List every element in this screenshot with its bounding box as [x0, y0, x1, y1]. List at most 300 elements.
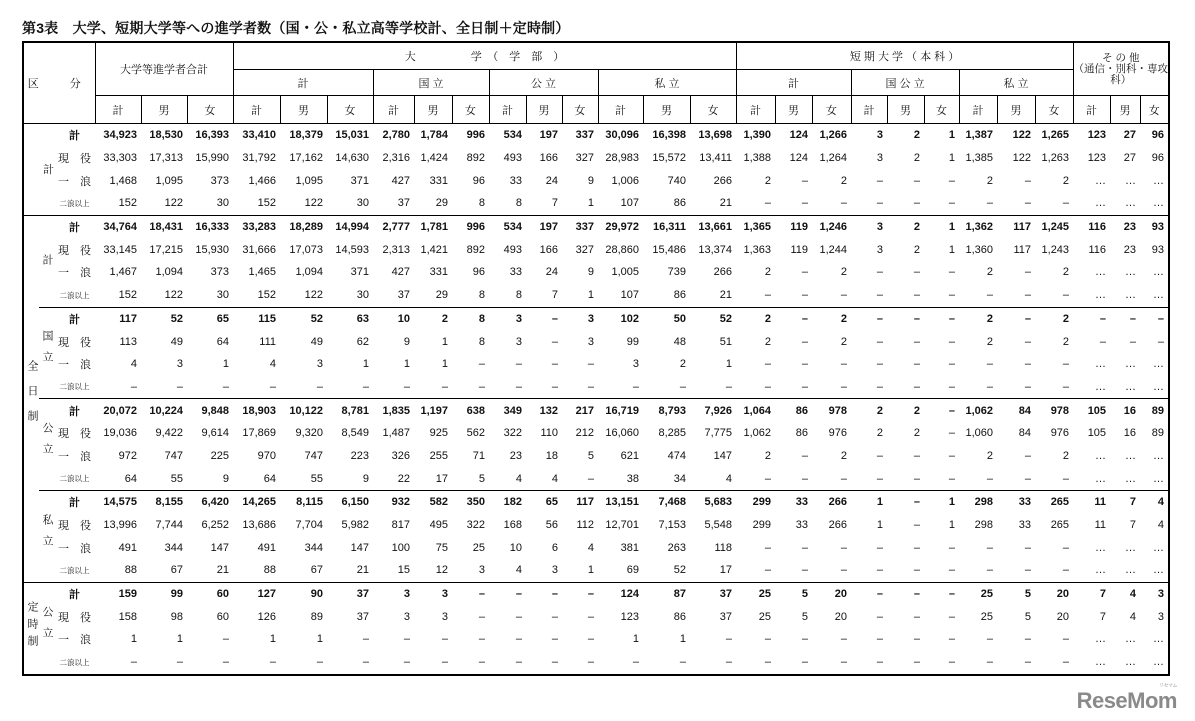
subheader-total: 計: [489, 96, 526, 124]
table-cell: 263: [667, 541, 687, 554]
table-cell: …: [1153, 656, 1165, 669]
table-cell: 55: [170, 472, 183, 485]
table-cell: 16,393: [187, 124, 233, 147]
table-cell: –: [801, 358, 809, 371]
table-cell: –: [948, 335, 956, 348]
table-cell: 117: [1013, 243, 1032, 256]
table-cell: –: [515, 358, 523, 371]
table-cell: 1: [948, 152, 956, 165]
table-cell: 349: [489, 399, 526, 422]
table-cell: 122: [164, 289, 183, 302]
table-cell: 18: [545, 449, 559, 462]
table-cell: –: [840, 358, 848, 371]
table-cell: 534: [489, 215, 526, 238]
table-cell: 1,094: [155, 266, 183, 279]
table-cell: 6: [551, 541, 559, 554]
table-cell: 62: [356, 335, 370, 348]
table-cell: –: [913, 564, 921, 577]
table-cell: 87: [643, 582, 690, 605]
table-cell: 93: [1151, 243, 1165, 256]
table-cell: 5,548: [704, 519, 733, 532]
table-cell: –: [269, 380, 277, 393]
subheader-male: 男: [414, 96, 452, 124]
table-cell: 13,996: [103, 519, 137, 532]
outer-group-label-text: 定時制: [26, 601, 38, 653]
row-label: 計: [58, 582, 95, 605]
table-cell: 2: [736, 307, 775, 330]
table-cell: 747: [304, 449, 324, 462]
table-cell: 1,062: [743, 427, 772, 440]
table-cell: …: [1095, 449, 1107, 462]
row-label: 二浪以上: [59, 290, 90, 300]
table-row: [23, 422, 1169, 445]
table-cell: 33: [1018, 519, 1032, 532]
table-cell: …: [1095, 174, 1107, 187]
table-cell: …: [1153, 289, 1165, 302]
table-cell: 15,031: [327, 124, 373, 147]
table-cell: …: [1095, 197, 1107, 210]
table-cell: 147: [210, 541, 230, 554]
table-cell: 21: [216, 564, 230, 577]
table-cell: –: [924, 582, 959, 605]
table-cell: 1: [725, 358, 733, 371]
table-cell: 1,465: [248, 266, 277, 279]
table-cell: 37: [397, 197, 411, 210]
inner-group-label-text: 計: [41, 254, 53, 266]
table-cell: 19,036: [103, 427, 137, 440]
table-cell: …: [1125, 472, 1137, 485]
table-row: [23, 353, 1169, 376]
table-cell: –: [948, 197, 956, 210]
logo-ruby: リセマム: [1159, 683, 1177, 689]
table-cell: –: [1024, 266, 1032, 279]
table-cell: 123: [1087, 152, 1107, 165]
table-cell: 119: [775, 215, 812, 238]
table-cell: …: [1125, 358, 1137, 371]
table-cell: 96: [1151, 152, 1165, 165]
table-cell: –: [1099, 335, 1107, 348]
table-cell: 38: [626, 472, 640, 485]
table-cell: 2: [840, 449, 848, 462]
table-cell: 122: [304, 289, 324, 302]
table-cell: 25: [758, 610, 772, 623]
outer-group-label: [23, 215, 39, 582]
table-cell: 37: [397, 289, 411, 302]
table-cell: –: [801, 289, 809, 302]
table-cell: –: [913, 197, 921, 210]
row-label: 現 役: [58, 336, 91, 349]
table-cell: 1: [948, 519, 956, 532]
table-cell: 7,153: [658, 519, 687, 532]
table-cell: –: [948, 472, 956, 485]
table-cell: 89: [1140, 399, 1169, 422]
table-cell: –: [801, 174, 809, 187]
table-cell: –: [1024, 656, 1032, 669]
table-cell: 978: [1035, 399, 1073, 422]
table-cell: 37: [719, 610, 733, 623]
row-label: 計: [58, 491, 95, 514]
table-cell: 122: [304, 197, 324, 210]
table-cell: 17: [435, 472, 449, 485]
table-cell: 16: [1123, 427, 1137, 440]
table-cell: –: [316, 656, 324, 669]
group-label: 計: [23, 124, 58, 216]
table-row: [23, 514, 1169, 537]
resemom-logo: [1076, 683, 1177, 714]
table-cell: –: [1062, 541, 1070, 554]
table-cell: –: [876, 472, 884, 485]
table-cell: –: [876, 197, 884, 210]
table-cell: 49: [170, 335, 183, 348]
table-cell: …: [1125, 564, 1137, 577]
table-row: [23, 284, 1169, 307]
table-cell: 3: [373, 582, 414, 605]
table-cell: …: [1095, 564, 1107, 577]
table-cell: 5: [478, 472, 486, 485]
table-row: [23, 536, 1169, 559]
table-cell: 350: [452, 491, 489, 514]
table-cell: 126: [257, 610, 277, 623]
table-cell: 11: [1073, 491, 1110, 514]
subheader-female: 女: [690, 96, 736, 124]
table-cell: 20,072: [95, 399, 141, 422]
table-row: [23, 628, 1169, 651]
subheader-female: 女: [562, 96, 598, 124]
inner-group-label: [39, 491, 58, 583]
table-cell: 28,860: [605, 243, 640, 256]
table-cell: …: [1095, 541, 1107, 554]
table-cell: –: [948, 564, 956, 577]
table-cell: …: [1153, 358, 1165, 371]
table-cell: 2: [764, 266, 772, 279]
table-cell: 1: [587, 197, 595, 210]
table-cell: 3: [851, 124, 887, 147]
table-cell: …: [1095, 633, 1107, 646]
table-cell: 18,530: [141, 124, 187, 147]
table-cell: –: [764, 633, 772, 646]
row-label: 二浪以上: [59, 657, 90, 667]
table-cell: –: [1062, 289, 1070, 302]
table-cell: 16,398: [643, 124, 690, 147]
header-junior-total: 計: [736, 70, 851, 96]
table-cell: 4: [269, 358, 277, 371]
table-cell: –: [851, 582, 887, 605]
table-cell: 33: [775, 491, 812, 514]
table-cell: –: [801, 380, 809, 393]
table-cell: 1,360: [965, 243, 994, 256]
table-cell: –: [269, 656, 277, 669]
table-cell: 562: [466, 427, 486, 440]
table-cell: …: [1095, 358, 1107, 371]
table-cell: –: [679, 380, 687, 393]
table-cell: 71: [472, 449, 486, 462]
table-cell: 1,245: [1035, 215, 1073, 238]
table-cell: –: [876, 564, 884, 577]
table-cell: 2: [414, 307, 452, 330]
table-cell: –: [913, 610, 921, 623]
table-cell: 2: [887, 399, 924, 422]
table-cell: 52: [280, 307, 327, 330]
table-cell: 1,365: [736, 215, 775, 238]
table-cell: 117: [997, 215, 1035, 238]
table-cell: –: [913, 335, 921, 348]
table-cell: 1,064: [736, 399, 775, 422]
table-cell: 20: [834, 610, 848, 623]
header-univ-public: 公 立: [489, 70, 598, 96]
table-cell: 2: [1062, 174, 1070, 187]
table-cell: 119: [790, 243, 809, 256]
table-cell: 3: [876, 243, 884, 256]
table-cell: 18,289: [280, 215, 327, 238]
table-cell: 29: [435, 197, 449, 210]
table-cell: 7: [551, 197, 559, 210]
table-cell: 1: [269, 633, 277, 646]
table-cell: 491: [118, 541, 137, 554]
table-cell: 147: [350, 541, 370, 554]
row-label: 計: [58, 124, 95, 147]
table-cell: 2: [913, 427, 921, 440]
table-cell: …: [1153, 380, 1165, 393]
table-cell: 747: [164, 449, 183, 462]
table-cell: …: [1125, 380, 1137, 393]
table-cell: 27: [1110, 124, 1140, 147]
table-cell: 381: [620, 541, 640, 554]
table-cell: 7,926: [690, 399, 736, 422]
table-cell: 37: [327, 582, 373, 605]
table-cell: 5,982: [341, 519, 370, 532]
table-cell: 118: [714, 541, 733, 554]
table-cell: …: [1153, 197, 1165, 210]
table-cell: 493: [503, 152, 523, 165]
table-cell: –: [725, 633, 733, 646]
table-cell: –: [551, 380, 559, 393]
table-cell: 1,385: [965, 152, 994, 165]
table-cell: 1,467: [109, 266, 137, 279]
row-label: 二浪以上: [59, 474, 90, 484]
table-cell: 96: [472, 266, 486, 279]
table-cell: –: [587, 656, 595, 669]
table-cell: 123: [1073, 124, 1110, 147]
table-cell: –: [632, 380, 640, 393]
table-cell: 3: [551, 564, 559, 577]
table-cell: 1: [587, 289, 595, 302]
table-cell: 1,246: [812, 215, 851, 238]
table-cell: –: [986, 564, 994, 577]
table-cell: 1,095: [155, 174, 183, 187]
table-cell: 1,264: [819, 152, 848, 165]
table-cell: –: [441, 633, 449, 646]
table-cell: …: [1153, 564, 1165, 577]
table-cell: –: [801, 449, 809, 462]
table-cell: 255: [429, 449, 449, 462]
table-cell: –: [1024, 289, 1032, 302]
table-cell: …: [1125, 289, 1137, 302]
table-cell: 96: [1140, 124, 1169, 147]
table-cell: …: [1095, 656, 1107, 669]
table-cell: 344: [304, 541, 324, 554]
table-cell: 1: [924, 491, 959, 514]
table-cell: 17,313: [149, 152, 183, 165]
table-cell: 892: [466, 152, 486, 165]
table-cell: 16,333: [187, 215, 233, 238]
table-cell: –: [764, 472, 772, 485]
table-cell: 4: [551, 472, 559, 485]
table-cell: 2: [913, 243, 921, 256]
table-cell: –: [913, 358, 921, 371]
table-cell: 1: [876, 519, 884, 532]
subheader-female: 女: [812, 96, 851, 124]
table-cell: 67: [170, 564, 183, 577]
table-cell: –: [441, 380, 449, 393]
table-cell: 86: [673, 197, 687, 210]
table-cell: –: [876, 449, 884, 462]
table-cell: 1,243: [1041, 243, 1070, 256]
table-cell: 265: [1050, 519, 1070, 532]
table-cell: 996: [452, 124, 489, 147]
table-cell: 30,096: [598, 124, 643, 147]
table-cell: …: [1153, 472, 1165, 485]
table-cell: –: [1140, 307, 1169, 330]
table-cell: –: [587, 358, 595, 371]
table-cell: 2: [986, 174, 994, 187]
table-cell: 978: [812, 399, 851, 422]
row-label: 現 役: [58, 244, 91, 257]
table-cell: 64: [216, 335, 230, 348]
table-cell: 10,122: [280, 399, 327, 422]
inner-group-label: [39, 399, 58, 491]
table-cell: –: [876, 335, 884, 348]
table-cell: 13,686: [242, 519, 277, 532]
table-cell: –: [562, 582, 598, 605]
table-cell: 65: [187, 307, 233, 330]
table-cell: –: [840, 289, 848, 302]
table-cell: –: [725, 380, 733, 393]
table-cell: 2: [764, 449, 772, 462]
table-cell: –: [924, 399, 959, 422]
table-cell: 60: [187, 582, 233, 605]
table-cell: –: [948, 174, 956, 187]
table-cell: –: [130, 656, 137, 669]
table-cell: 14,265: [233, 491, 280, 514]
table-cell: 69: [626, 564, 640, 577]
table-cell: –: [876, 174, 884, 187]
table-cell: 30: [356, 289, 370, 302]
table-cell: 996: [452, 215, 489, 238]
table-cell: 2: [812, 307, 851, 330]
table-cell: 88: [124, 564, 137, 577]
table-cell: 1,266: [812, 124, 851, 147]
inner-group-label: [39, 582, 58, 674]
table-cell: –: [515, 380, 523, 393]
header-univ-total: 計: [233, 70, 373, 96]
table-cell: –: [478, 610, 486, 623]
table-cell: –: [764, 197, 772, 210]
table-row: [23, 376, 1169, 399]
table-cell: 327: [575, 243, 595, 256]
header-junior-private: 私 立: [959, 70, 1073, 96]
table-cell: 110: [540, 427, 559, 440]
table-cell: –: [478, 358, 486, 371]
table-cell: 217: [562, 399, 598, 422]
table-cell: 13,151: [598, 491, 643, 514]
table-cell: 34: [673, 472, 687, 485]
table-cell: 266: [828, 519, 848, 532]
table-cell: 1: [403, 358, 411, 371]
row-label: 現 役: [58, 611, 91, 624]
table-cell: –: [1024, 472, 1032, 485]
table-cell: 56: [545, 519, 559, 532]
table-cell: 1: [948, 243, 956, 256]
table-cell: 25: [736, 582, 775, 605]
table-cell: –: [775, 307, 812, 330]
table-cell: –: [840, 197, 848, 210]
table-cell: –: [801, 656, 809, 669]
table-cell: 15: [397, 564, 411, 577]
row-label: 一 浪: [58, 175, 91, 188]
table-cell: –: [1062, 380, 1070, 393]
table-cell: 3: [632, 358, 640, 371]
table-cell: 1: [176, 633, 183, 646]
table-cell: 24: [545, 174, 559, 187]
table-cell: –: [801, 541, 809, 554]
table-cell: 2,316: [382, 152, 411, 165]
table-cell: …: [1095, 380, 1107, 393]
table-cell: 18,431: [141, 215, 187, 238]
table-row: [23, 169, 1169, 192]
table-cell: 14,575: [95, 491, 141, 514]
subheader-male: 男: [280, 96, 327, 124]
table-cell: 5: [775, 582, 812, 605]
table-cell: 1,835: [373, 399, 414, 422]
table-cell: 99: [626, 335, 640, 348]
table-cell: 2: [840, 335, 848, 348]
table-cell: –: [913, 633, 921, 646]
subheader-female: 女: [327, 96, 373, 124]
table-cell: –: [801, 564, 809, 577]
row-label: 計: [58, 215, 95, 238]
subheader-total: 計: [851, 96, 887, 124]
table-cell: –: [478, 380, 486, 393]
table-cell: 212: [575, 427, 595, 440]
table-cell: –: [887, 307, 924, 330]
table-cell: 638: [452, 399, 489, 422]
table-cell: 3: [1157, 610, 1165, 623]
table-cell: 33,303: [103, 152, 137, 165]
table-cell: 2: [959, 307, 997, 330]
table-row: [23, 467, 1169, 490]
table-cell: –: [403, 656, 411, 669]
table-cell: 4: [725, 472, 733, 485]
table-cell: …: [1153, 449, 1165, 462]
table-cell: 621: [620, 449, 640, 462]
table-cell: 7: [1073, 582, 1110, 605]
subheader-female: 女: [187, 96, 233, 124]
table-cell: –: [176, 380, 183, 393]
table-cell: –: [526, 307, 562, 330]
table-cell: 24: [545, 266, 559, 279]
table-row: [23, 491, 1169, 514]
table-cell: 60: [216, 610, 230, 623]
table-cell: 2: [1035, 307, 1073, 330]
table-cell: 266: [713, 266, 733, 279]
table-cell: 4: [1129, 610, 1137, 623]
table-cell: 147: [713, 449, 733, 462]
table-cell: 970: [257, 449, 277, 462]
table-cell: –: [913, 519, 921, 532]
header-kubun: 区 分: [23, 42, 95, 124]
table-cell: 30: [216, 197, 230, 210]
table-cell: 158: [118, 610, 137, 623]
